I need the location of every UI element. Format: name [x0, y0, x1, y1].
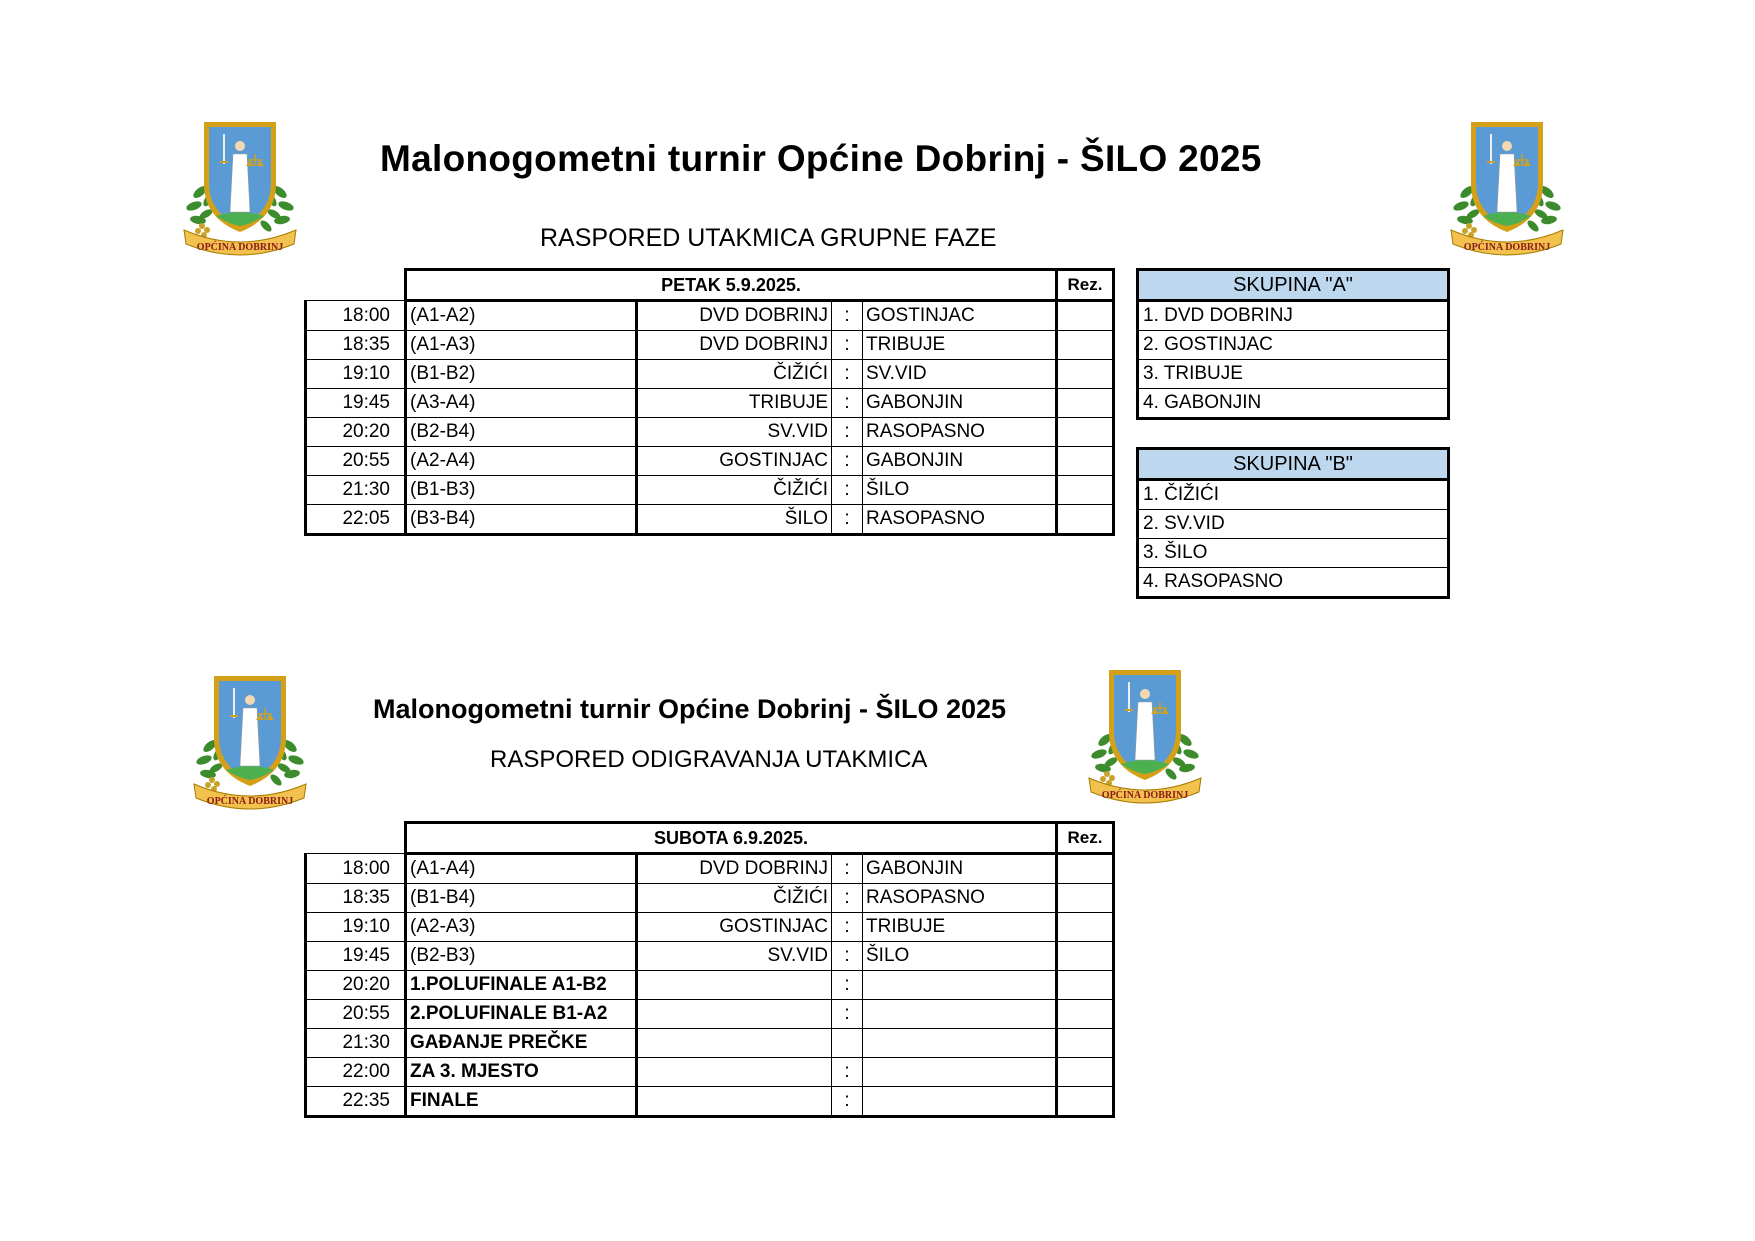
home-team: DVD DOBRINJ	[637, 854, 832, 884]
score-separator: :	[832, 476, 863, 505]
match-code: FINALE	[406, 1087, 637, 1117]
match-time: 21:30	[306, 1029, 406, 1058]
match-row	[306, 1087, 1114, 1117]
section-subtitle: RASPORED ODIGRAVANJA UTAKMICA	[490, 746, 928, 773]
home-team	[637, 1087, 832, 1117]
away-team	[863, 1000, 1057, 1029]
result-cell	[1057, 1087, 1114, 1117]
match-row	[306, 447, 1114, 476]
section-subtitle: RASPORED UTAKMICA GRUPNE FAZE	[540, 224, 997, 252]
result-cell	[1057, 1000, 1114, 1029]
coat-of-arms-logo	[180, 114, 300, 259]
match-time: 20:55	[306, 1000, 406, 1029]
result-cell	[1057, 389, 1114, 418]
match-code: 1.POLUFINALE A1-B2	[406, 971, 637, 1000]
home-team: GOSTINJAC	[637, 913, 832, 942]
result-cell	[1057, 1058, 1114, 1087]
score-separator: :	[832, 1058, 863, 1087]
match-time: 18:35	[306, 884, 406, 913]
match-code: (A2-A3)	[406, 913, 637, 942]
match-code: (B1-B2)	[406, 360, 637, 389]
score-separator: :	[832, 1087, 863, 1117]
result-cell	[1057, 942, 1114, 971]
match-time: 20:20	[306, 971, 406, 1000]
match-time: 18:35	[306, 331, 406, 360]
score-separator: :	[832, 884, 863, 913]
away-team: GABONJIN	[863, 389, 1057, 418]
result-cell	[1057, 360, 1114, 389]
match-code: (A1-A2)	[406, 301, 637, 331]
score-separator: :	[832, 913, 863, 942]
away-team: ŠILO	[863, 476, 1057, 505]
group-team: 2. SV.VID	[1138, 510, 1449, 539]
away-team: ŠILO	[863, 942, 1057, 971]
day-header: SUBOTA 6.9.2025.	[406, 823, 1057, 854]
group-stage-schedule-table	[304, 268, 1115, 536]
away-team: GABONJIN	[863, 854, 1057, 884]
score-separator: :	[832, 505, 863, 535]
home-team: SV.VID	[637, 418, 832, 447]
result-cell	[1057, 301, 1114, 331]
section-title: Malonogometni turnir Općine Dobrinj - ŠILO 2025	[373, 694, 1007, 724]
score-separator: :	[832, 389, 863, 418]
score-separator: :	[832, 301, 863, 331]
away-team: RASOPASNO	[863, 884, 1057, 913]
group-b-table	[1136, 447, 1450, 599]
result-cell	[1057, 971, 1114, 1000]
home-team	[637, 1058, 832, 1087]
away-team: RASOPASNO	[863, 505, 1057, 535]
match-row	[306, 942, 1114, 971]
away-team	[863, 1058, 1057, 1087]
coat-of-arms-logo	[1085, 662, 1205, 807]
match-code: (A1-A4)	[406, 854, 637, 884]
home-team: ČIŽIĆI	[637, 360, 832, 389]
match-row	[306, 971, 1114, 1000]
match-row	[306, 913, 1114, 942]
group-team: 4. RASOPASNO	[1138, 568, 1449, 598]
home-team: SV.VID	[637, 942, 832, 971]
result-cell	[1057, 418, 1114, 447]
match-row	[306, 1058, 1114, 1087]
match-code: (A3-A4)	[406, 389, 637, 418]
match-row	[306, 331, 1114, 360]
away-team: RASOPASNO	[863, 418, 1057, 447]
result-cell	[1057, 913, 1114, 942]
match-time: 19:45	[306, 389, 406, 418]
group-team: 1. ČIŽIĆI	[1138, 480, 1449, 510]
score-separator: :	[832, 360, 863, 389]
score-separator: :	[832, 418, 863, 447]
coat-of-arms-logo	[190, 668, 310, 813]
match-code: (B1-B3)	[406, 476, 637, 505]
match-code: (B2-B4)	[406, 418, 637, 447]
result-cell	[1057, 1029, 1114, 1058]
match-row	[306, 476, 1114, 505]
group-a-header: SKUPINA "A"	[1138, 270, 1449, 301]
home-team: GOSTINJAC	[637, 447, 832, 476]
home-team	[637, 1000, 832, 1029]
result-cell	[1057, 884, 1114, 913]
away-team	[863, 1087, 1057, 1117]
match-row	[306, 884, 1114, 913]
score-separator: :	[832, 331, 863, 360]
away-team	[863, 1029, 1057, 1058]
group-b-header: SKUPINA "B"	[1138, 449, 1449, 480]
final-day-schedule-table	[304, 821, 1115, 1118]
match-time: 19:10	[306, 360, 406, 389]
home-team: DVD DOBRINJ	[637, 301, 832, 331]
match-code: ZA 3. MJESTO	[406, 1058, 637, 1087]
page-title: Malonogometni turnir Općine Dobrinj - ŠILO 2025	[380, 138, 1262, 179]
score-separator	[832, 1029, 863, 1058]
match-code: 2.POLUFINALE B1-A2	[406, 1000, 637, 1029]
group-team: 3. ŠILO	[1138, 539, 1449, 568]
match-code: (A2-A4)	[406, 447, 637, 476]
match-row	[306, 1000, 1114, 1029]
home-team: DVD DOBRINJ	[637, 331, 832, 360]
result-cell	[1057, 331, 1114, 360]
match-row	[306, 1029, 1114, 1058]
home-team	[637, 1029, 832, 1058]
away-team: GABONJIN	[863, 447, 1057, 476]
match-row	[306, 389, 1114, 418]
match-time: 22:35	[306, 1087, 406, 1117]
result-cell	[1057, 854, 1114, 884]
match-time: 22:05	[306, 505, 406, 535]
match-row	[306, 418, 1114, 447]
score-separator: :	[832, 971, 863, 1000]
group-team: 1. DVD DOBRINJ	[1138, 301, 1449, 331]
match-time: 21:30	[306, 476, 406, 505]
match-time: 20:20	[306, 418, 406, 447]
home-team: ČIŽIĆI	[637, 884, 832, 913]
away-team: TRIBUJE	[863, 331, 1057, 360]
match-time: 18:00	[306, 301, 406, 331]
group-a-table	[1136, 268, 1450, 420]
coat-of-arms-logo	[1447, 114, 1567, 259]
day-header: PETAK 5.9.2025.	[406, 270, 1057, 301]
away-team: SV.VID	[863, 360, 1057, 389]
match-row	[306, 505, 1114, 535]
match-code: GAĐANJE PREČKE	[406, 1029, 637, 1058]
home-team: ŠILO	[637, 505, 832, 535]
result-cell	[1057, 476, 1114, 505]
away-team: TRIBUJE	[863, 913, 1057, 942]
home-team: ČIŽIĆI	[637, 476, 832, 505]
match-time: 19:45	[306, 942, 406, 971]
result-header: Rez.	[1057, 823, 1114, 854]
match-time: 19:10	[306, 913, 406, 942]
score-separator: :	[832, 942, 863, 971]
home-team: TRIBUJE	[637, 389, 832, 418]
match-code: (B1-B4)	[406, 884, 637, 913]
match-code: (A1-A3)	[406, 331, 637, 360]
result-cell	[1057, 505, 1114, 535]
group-team: 3. TRIBUJE	[1138, 360, 1449, 389]
match-code: (B2-B3)	[406, 942, 637, 971]
home-team	[637, 971, 832, 1000]
match-time: 22:00	[306, 1058, 406, 1087]
away-team: GOSTINJAC	[863, 301, 1057, 331]
group-team: 2. GOSTINJAC	[1138, 331, 1449, 360]
score-separator: :	[832, 447, 863, 476]
group-team: 4. GABONJIN	[1138, 389, 1449, 419]
score-separator: :	[832, 854, 863, 884]
match-row	[306, 301, 1114, 331]
result-header: Rez.	[1057, 270, 1114, 301]
result-cell	[1057, 447, 1114, 476]
score-separator: :	[832, 1000, 863, 1029]
match-row	[306, 360, 1114, 389]
match-time: 18:00	[306, 854, 406, 884]
match-row	[306, 854, 1114, 884]
match-code: (B3-B4)	[406, 505, 637, 535]
match-time: 20:55	[306, 447, 406, 476]
away-team	[863, 971, 1057, 1000]
